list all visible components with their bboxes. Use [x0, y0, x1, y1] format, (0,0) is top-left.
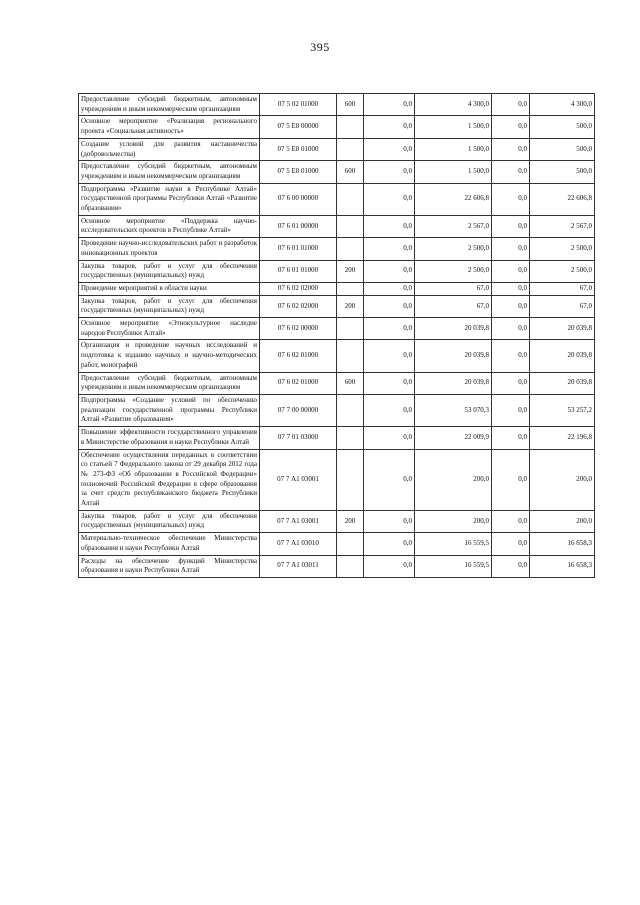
row-value-3: 0,0 — [492, 510, 530, 532]
row-expense-type — [337, 555, 364, 577]
row-value-2: 2 500,0 — [415, 260, 492, 282]
row-value-3: 0,0 — [492, 260, 530, 282]
row-target-code: 07 7 00 00000 — [260, 394, 337, 426]
row-expense-type — [337, 340, 364, 372]
row-value-4: 2 500,0 — [530, 260, 595, 282]
row-value-3: 0,0 — [492, 238, 530, 260]
row-value-1: 0,0 — [364, 372, 415, 394]
row-value-3: 0,0 — [492, 295, 530, 317]
row-description: Повышение эффективности государственного управления в Министерстве образования и науки Республики Алтай — [79, 427, 260, 449]
row-value-4: 500,0 — [530, 138, 595, 160]
row-target-code: 07 7 01 03000 — [260, 427, 337, 449]
row-description: Обеспечение осуществления переданных в соответствии со статьей 7 Федерального закона от 29 декабря 2012 года № 273-ФЗ «Об образовании в Российской Федерации» полномочий Российской Федерации в сфере образования за счет средств республиканского бюджета Республики Алтай — [79, 449, 260, 510]
row-target-code: 07 6 01 01000 — [260, 260, 337, 282]
row-value-4: 200,0 — [530, 449, 595, 510]
row-description: Закупка товаров, работ и услуг для обеспечения государственных (муниципальных) нужд — [79, 510, 260, 532]
row-description: Основное мероприятие «Поддержка научно-исследовательских проектов в Республике Алтай» — [79, 215, 260, 237]
row-value-3: 0,0 — [492, 340, 530, 372]
table-row — [79, 318, 595, 340]
row-value-4: 67,0 — [530, 282, 595, 295]
row-expense-type — [337, 449, 364, 510]
row-value-4: 2 567,0 — [530, 215, 595, 237]
row-description: Предоставление субсидий бюджетным, автономным учреждениям и иным некоммерческим организациям — [79, 372, 260, 394]
row-value-4: 20 039,8 — [530, 318, 595, 340]
row-target-code: 07 5 02 01000 — [260, 94, 337, 116]
row-target-code: 07 6 02 02000 — [260, 282, 337, 295]
row-description: Материально-техническое обеспечение Министерства образования и науки Республики Алтай — [79, 533, 260, 555]
row-value-2: 16 559,5 — [415, 555, 492, 577]
row-value-1: 0,0 — [364, 138, 415, 160]
row-expense-type: 200 — [337, 510, 364, 532]
row-value-4: 67,0 — [530, 295, 595, 317]
table-row — [79, 215, 595, 237]
row-target-code: 07 6 01 01000 — [260, 238, 337, 260]
row-expense-type: 200 — [337, 260, 364, 282]
row-value-4: 22 196,8 — [530, 427, 595, 449]
row-expense-type — [337, 318, 364, 340]
row-value-3: 0,0 — [492, 215, 530, 237]
table-row — [79, 372, 595, 394]
row-value-1: 0,0 — [364, 238, 415, 260]
row-value-3: 0,0 — [492, 555, 530, 577]
row-value-2: 53 070,3 — [415, 394, 492, 426]
row-value-3: 0,0 — [492, 138, 530, 160]
row-value-1: 0,0 — [364, 215, 415, 237]
row-expense-type — [337, 138, 364, 160]
row-value-3: 0,0 — [492, 394, 530, 426]
row-expense-type: 200 — [337, 295, 364, 317]
table-row — [79, 510, 595, 532]
row-value-2: 1 500,0 — [415, 116, 492, 138]
row-description: Расходы на обеспечение функций Министерства образования и науки Республики Алтай — [79, 555, 260, 577]
row-value-3: 0,0 — [492, 372, 530, 394]
row-value-3: 0,0 — [492, 318, 530, 340]
row-value-2: 200,0 — [415, 510, 492, 532]
row-expense-type — [337, 394, 364, 426]
row-value-3: 0,0 — [492, 183, 530, 215]
row-value-4: 500,0 — [530, 161, 595, 183]
row-description: Основное мероприятие «Реализация регионального проекта «Социальная активность» — [79, 116, 260, 138]
row-value-2: 20 039,8 — [415, 372, 492, 394]
row-expense-type — [337, 282, 364, 295]
row-expense-type — [337, 533, 364, 555]
row-value-4: 20 039,8 — [530, 372, 595, 394]
row-description: Подпрограмма «Создание условий по обеспечению реализации государственной программы Республики Алтай «Развитие образования» — [79, 394, 260, 426]
row-value-3: 0,0 — [492, 116, 530, 138]
row-value-1: 0,0 — [364, 340, 415, 372]
row-value-2: 1 500,0 — [415, 138, 492, 160]
row-expense-type: 600 — [337, 161, 364, 183]
row-target-code: 07 6 02 01000 — [260, 340, 337, 372]
row-value-1: 0,0 — [364, 510, 415, 532]
row-description: Предоставление субсидий бюджетным, автономным учреждениям и иным некоммерческим организациям — [79, 161, 260, 183]
table-row — [79, 555, 595, 577]
row-value-4: 4 300,0 — [530, 94, 595, 116]
row-value-2: 4 300,0 — [415, 94, 492, 116]
row-target-code: 07 6 02 02000 — [260, 295, 337, 317]
budget-table — [78, 93, 595, 578]
row-description: Проведение мероприятий в области науки — [79, 282, 260, 295]
table-row — [79, 340, 595, 372]
row-target-code: 07 6 02 00000 — [260, 318, 337, 340]
row-value-1: 0,0 — [364, 161, 415, 183]
row-value-3: 0,0 — [492, 427, 530, 449]
table-row — [79, 449, 595, 510]
row-value-2: 16 559,5 — [415, 533, 492, 555]
row-value-1: 0,0 — [364, 533, 415, 555]
row-description: Подпрограмма «Развитие науки в Республике Алтай» государственной программы Республики Алтай «Развитие образования» — [79, 183, 260, 215]
row-description: Организация и проведение научных исследований и подготовка к изданию научных и научно-методических работ, монографий — [79, 340, 260, 372]
row-value-1: 0,0 — [364, 318, 415, 340]
row-target-code: 07 7 А1 03011 — [260, 555, 337, 577]
table-row — [79, 260, 595, 282]
row-value-4: 16 658,3 — [530, 533, 595, 555]
table-row — [79, 295, 595, 317]
row-value-2: 67,0 — [415, 282, 492, 295]
row-description: Предоставление субсидий бюджетным, автономным учреждениям и иным некоммерческим организациям — [79, 94, 260, 116]
row-value-1: 0,0 — [364, 427, 415, 449]
row-description: Закупка товаров, работ и услуг для обеспечения государственных (муниципальных) нужд — [79, 295, 260, 317]
table-row — [79, 116, 595, 138]
row-value-2: 22 606,8 — [415, 183, 492, 215]
row-value-1: 0,0 — [364, 394, 415, 426]
row-expense-type — [337, 183, 364, 215]
row-value-2: 200,0 — [415, 449, 492, 510]
row-value-2: 2 567,0 — [415, 215, 492, 237]
row-target-code: 07 6 00 00000 — [260, 183, 337, 215]
budget-table-body — [79, 94, 595, 578]
row-value-3: 0,0 — [492, 282, 530, 295]
row-value-2: 1 500,0 — [415, 161, 492, 183]
row-value-1: 0,0 — [364, 183, 415, 215]
row-value-2: 20 039,8 — [415, 340, 492, 372]
row-value-4: 500,0 — [530, 116, 595, 138]
table-row — [79, 161, 595, 183]
row-expense-type — [337, 215, 364, 237]
table-row — [79, 394, 595, 426]
row-value-3: 0,0 — [492, 94, 530, 116]
row-target-code: 07 6 02 01000 — [260, 372, 337, 394]
row-expense-type — [337, 238, 364, 260]
row-target-code: 07 7 А1 03010 — [260, 533, 337, 555]
row-value-2: 2 500,0 — [415, 238, 492, 260]
row-value-4: 22 606,8 — [530, 183, 595, 215]
row-target-code: 07 5 E8 01000 — [260, 138, 337, 160]
page-number: 395 — [310, 40, 330, 54]
row-target-code: 07 6 01 00000 — [260, 215, 337, 237]
row-description: Основное мероприятие «Этнокультурное наследие народов Республики Алтай» — [79, 318, 260, 340]
row-value-3: 0,0 — [492, 449, 530, 510]
row-expense-type — [337, 427, 364, 449]
row-value-2: 20 039,8 — [415, 318, 492, 340]
row-description: Закупка товаров, работ и услуг для обеспечения государственных (муниципальных) нужд — [79, 260, 260, 282]
row-value-1: 0,0 — [364, 555, 415, 577]
row-value-4: 53 257,2 — [530, 394, 595, 426]
row-value-3: 0,0 — [492, 533, 530, 555]
row-value-3: 0,0 — [492, 161, 530, 183]
row-value-1: 0,0 — [364, 94, 415, 116]
table-row — [79, 427, 595, 449]
row-target-code: 07 5 E8 01000 — [260, 161, 337, 183]
row-value-2: 67,0 — [415, 295, 492, 317]
table-row — [79, 138, 595, 160]
row-value-4: 20 039,8 — [530, 340, 595, 372]
row-value-1: 0,0 — [364, 260, 415, 282]
row-description: Создание условий для развития наставничества (добровольчества) — [79, 138, 260, 160]
table-row — [79, 94, 595, 116]
row-value-1: 0,0 — [364, 449, 415, 510]
row-target-code: 07 7 А1 03001 — [260, 510, 337, 532]
row-value-1: 0,0 — [364, 282, 415, 295]
table-row — [79, 238, 595, 260]
row-value-4: 2 500,0 — [530, 238, 595, 260]
table-row — [79, 183, 595, 215]
row-value-1: 0,0 — [364, 116, 415, 138]
table-row — [79, 533, 595, 555]
row-expense-type: 600 — [337, 372, 364, 394]
row-expense-type — [337, 116, 364, 138]
row-expense-type: 600 — [337, 94, 364, 116]
row-value-4: 200,0 — [530, 510, 595, 532]
table-row — [79, 282, 595, 295]
row-target-code: 07 7 А1 03001 — [260, 449, 337, 510]
row-description: Проведение научно-исследовательских работ и разработок инновационных проектов — [79, 238, 260, 260]
row-target-code: 07 5 E8 00000 — [260, 116, 337, 138]
row-value-2: 22 009,9 — [415, 427, 492, 449]
row-value-4: 16 658,3 — [530, 555, 595, 577]
row-value-1: 0,0 — [364, 295, 415, 317]
